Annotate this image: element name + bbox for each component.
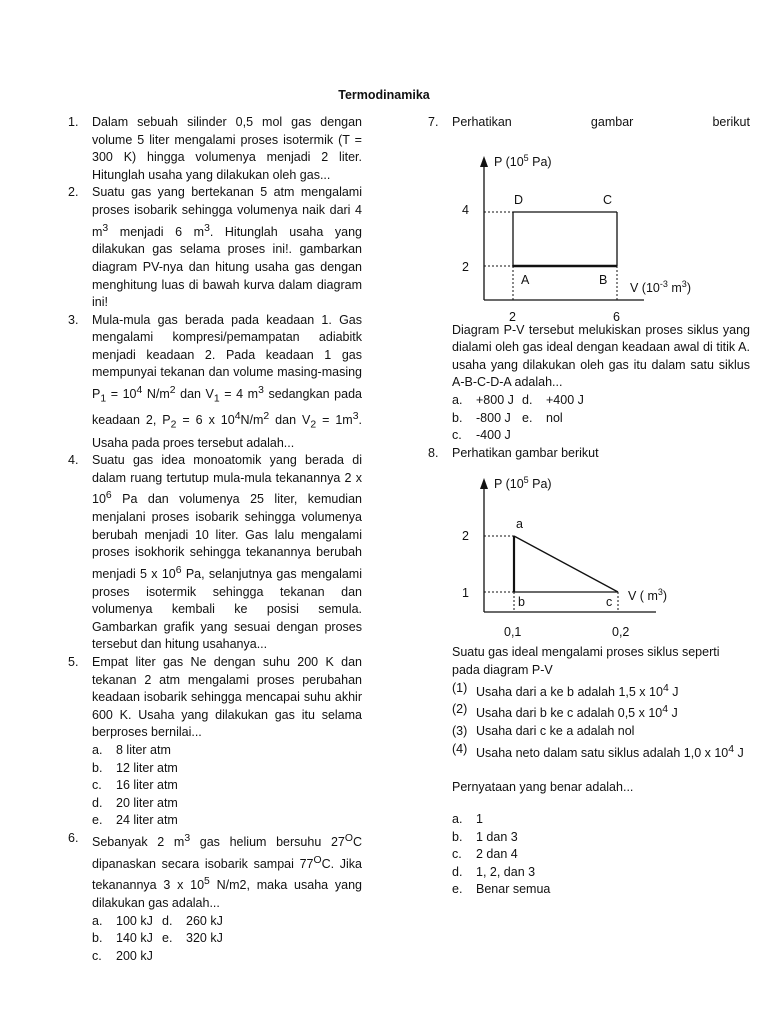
option-item: d. +400 J xyxy=(522,392,584,407)
x-tick-label: 0,1 xyxy=(504,625,522,640)
question-8 xyxy=(428,445,750,463)
question-4 xyxy=(68,452,362,654)
question-8-options xyxy=(428,811,750,899)
p-axis-label: P ($10^5$ Pa) xyxy=(494,152,552,169)
option-item: e. Benar semua xyxy=(452,882,551,897)
question-number: 6. xyxy=(68,830,79,845)
option-item: a. 1 xyxy=(452,811,483,826)
question-5 xyxy=(68,654,362,742)
pv-diagram-rectangle xyxy=(428,132,750,322)
y-tick-label: 4 xyxy=(462,202,469,217)
option-item: a. +800 J xyxy=(452,392,514,407)
question-5-options xyxy=(68,742,362,830)
question-text: Mula-mula gas berada pada keadaan 1. Gas mengalami kompresi/pemampatan adiabitk menjadi keadaan 2. Pada keadaan 1 gas mempunyai tekanan dan volume masing-masing $P_1 = 10^4$ $N/m^2$ dan $V_1 = 4$ $m^3$ sedangkan pada keadaan 2, $P_2 = 6$ x $10^4N/m^2$ dan $V_2 = 1m^3$. Usaha pada proes tersebut adalah... xyxy=(92,312,363,450)
question-number: 5. xyxy=(68,655,79,669)
x-tick-label: 2 xyxy=(509,309,516,322)
question-1 xyxy=(68,114,362,184)
question-8-prompt: Pernyataan yang benar adalah... xyxy=(452,780,634,795)
question-text: Perhatikan gambar berikut xyxy=(452,115,750,129)
option-item: a. 8 liter atm xyxy=(92,742,171,757)
p-axis-label: P ($10^5$ Pa) xyxy=(494,475,552,492)
question-number: 8. xyxy=(428,445,439,460)
y-axis-arrow xyxy=(480,156,488,167)
statement-item: (1) Usaha dari a ke b adalah 1,5 x $10^4$ J xyxy=(452,680,679,699)
question-number: 3. xyxy=(68,312,79,327)
option-item: b. 12 liter atm xyxy=(92,760,178,775)
option-item: c. 2 dan 4 xyxy=(452,847,518,862)
question-8-intro: Suatu gas ideal mengalami proses siklus seperti pada diagram P-V xyxy=(452,645,720,677)
question-2 xyxy=(68,184,362,311)
left-column xyxy=(68,114,362,966)
option-item: b. 1 dan 3 xyxy=(452,829,518,844)
question-text: Dalam sebuah silinder 0,5 mol gas dengan volume 5 liter mengalami proses isotermik (T = 300 K) hingga volumenya menjadi 2 liter. Hitunglah usaha yang dilakukan oleh gas... xyxy=(92,115,362,182)
option-item: c. 16 liter atm xyxy=(92,778,178,793)
question-7-options xyxy=(428,392,750,445)
option-item: e. 320 kJ xyxy=(162,931,223,946)
question-number: 4. xyxy=(68,453,79,468)
option-item: b. -800 J xyxy=(452,410,511,425)
v-axis-label: V ( $m^3$) xyxy=(628,587,668,604)
point-label-b: B xyxy=(599,272,608,287)
question-number: 1. xyxy=(68,115,79,129)
option-item: a. 100 kJ xyxy=(92,913,153,928)
y-tick-label: 2 xyxy=(462,259,469,274)
cycle-edge-ca xyxy=(514,536,618,592)
pv-diagram-triangle xyxy=(428,462,750,644)
right-column xyxy=(428,114,750,899)
question-text: Suatu gas idea monoatomik yang berada di dalam ruang tertutup mula-mula tekanannya 2 x $10^6$ Pa dan volumenya 25 liter, kemudian menjalani proses isobarik sehingga volumenya berubah menjadi 10 liter. Gas lalu mengalami proses isokhorik sehingga tekanannya berubah menjadi 5 x $10^6$ Pa, selanjutnya gas mengalami proses isotermik sehingga tekanan dan volumenya kembali ke posisi semula. Gambarkan grafik yang sesuai dengan proses tersebut dan hitung usahanya... xyxy=(92,453,362,652)
point-label-b: b xyxy=(518,595,525,610)
point-label-d: D xyxy=(514,192,524,207)
option-item: d. 260 kJ xyxy=(162,913,223,928)
point-label-c: C xyxy=(603,192,613,207)
question-3 xyxy=(68,312,362,452)
option-item: e. nol xyxy=(522,410,563,425)
point-label-c: c xyxy=(606,595,613,610)
option-item: e. 24 liter atm xyxy=(92,813,178,828)
question-text: Empat liter gas Ne dengan suhu 200 K dan tekanan 2 atm mengalami proses perubahan keadaan isobarik sehingga mencapai suhu akhir 600 K. Usaha yang dilakukan gas itu selama berproses bernilai... xyxy=(92,655,362,740)
x-tick-label: 0,2 xyxy=(612,625,630,640)
statement-item: (3) Usaha dari c ke a adalah nol xyxy=(452,724,635,739)
option-item: d. 20 liter atm xyxy=(92,795,178,810)
question-text: Perhatikan gambar berikut xyxy=(452,445,599,460)
statement-item: (2) Usaha dari b ke c adalah 0,5 x $10^4$ J xyxy=(452,702,678,721)
point-label-a: a xyxy=(516,517,523,532)
v-axis-label: V ($10^{-3}$ $m^3$) xyxy=(630,278,691,295)
question-number: 2. xyxy=(68,185,79,200)
question-8-statements xyxy=(428,680,750,763)
question-7-description: Diagram P-V tersebut melukiskan proses siklus yang dialami oleh gas ideal dengan keadaan awal di titik A. usaha yang dilakukan oleh gas itu dalam satu siklus A-B-C-D-A adalah... xyxy=(452,322,750,390)
question-6 xyxy=(68,830,362,913)
option-item: c. -400 J xyxy=(452,428,511,443)
x-tick-label: 6 xyxy=(613,309,620,322)
statement-item: (4) Usaha neto dalam satu siklus adalah 1,0 x $10^4$ J xyxy=(452,741,744,760)
y-tick-label: 2 xyxy=(462,529,469,544)
point-label-a: A xyxy=(521,272,530,287)
question-text: Sebanyak 2 $m^3$ gas helium bersuhu $27^OC$ dipanaskan secara isobarik sampai $77^OC$. Jika tekanannya 3 x $10^5$ N/m2, maka usaha yang dilakukan gas adalah... xyxy=(92,832,363,911)
question-7 xyxy=(428,114,750,132)
y-tick-label: 1 xyxy=(462,586,469,601)
question-6-options xyxy=(68,913,362,966)
option-item: b. 140 kJ xyxy=(92,931,153,946)
option-item: d. 1, 2, dan 3 xyxy=(452,864,536,879)
y-axis-arrow xyxy=(480,478,488,489)
question-text: Suatu gas yang bertekanan 5 atm mengalami proses isobarik sehingga volumenya naik dari 4 $m^3$ menjadi 6 $m^3$. Hitunglah usaha yang dilakukan gas selama proses ini!. gambarkan diagram PV-nya dan hitung usaha gas dengan menghitung luas di bawah kurva dalam diagram ini! xyxy=(92,185,363,310)
question-number: 7. xyxy=(428,115,439,129)
page-title: Termodinamika xyxy=(338,88,430,102)
option-item: c. 200 kJ xyxy=(92,948,153,963)
